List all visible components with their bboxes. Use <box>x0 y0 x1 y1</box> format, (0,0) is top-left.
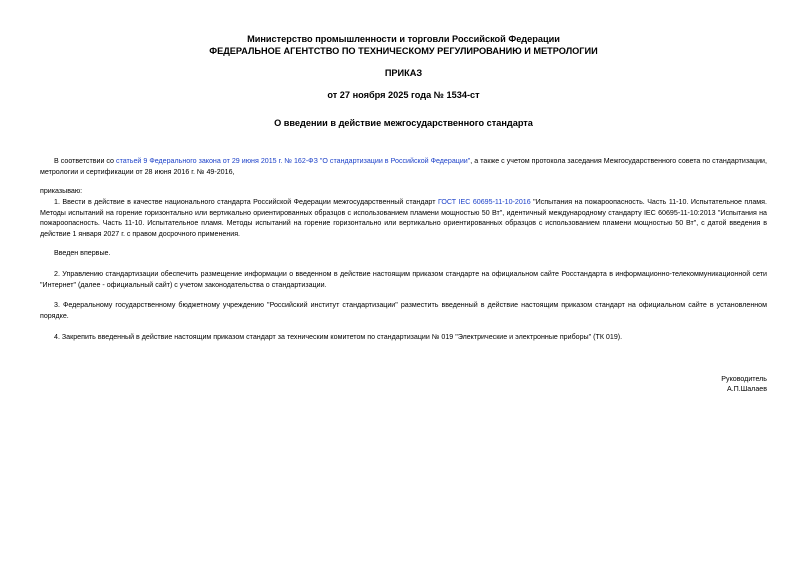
intro-paragraph <box>40 156 767 177</box>
intro-prefix: В соответствии со <box>54 157 117 165</box>
ministry-name: Министерство промышленности и торговли Российской Федерации <box>247 34 560 44</box>
order-word: приказываю: <box>40 187 83 195</box>
order-subject: О введении в действие межгосударственного стандарта <box>274 118 533 128</box>
introduced-first-note: Введен впервые. <box>54 249 111 257</box>
signature-name: А.П.Шалаев <box>726 385 767 393</box>
document-type: ПРИКАЗ <box>384 68 423 78</box>
law-link[interactable]: статьей 9 Федерального закона от 29 июня 2015 г. № 162-ФЗ "О стандартизации в Российской Федерации" <box>116 157 471 165</box>
signature-title: Руководитель <box>721 375 767 383</box>
standard-link[interactable]: ГОСТ IEC 60695-11-10-2016 <box>437 198 531 206</box>
intro-suffix: , а также с учетом протокола заседания Межгосударственного совета по стандартизации, метрологии и сертификации от 28 июня 2016 г. № 49-2016, <box>40 157 767 176</box>
item-1-prefix: 1. Ввести в действие в качестве национального стандарта Российской Федерации межгосударственный стандарт <box>54 198 438 206</box>
order-date-number: от 27 ноября 2025 года № 1534-ст <box>327 90 480 100</box>
item-1-paragraph <box>40 197 767 239</box>
item-1-suffix: "Испытания на пожароопасность. Часть 11-10. Испытательное пламя. Методы испытаний на горение горизонтально или вертикально ориентированных образцов с использованием пламени мощностью 50 Вт", идентичный международному стандарту IEC 60695-11-10:2013 "Испытания на пожароопасность. Часть 11-10. Испытательное пламя. Методы испытаний на горение горизонтально или вертикально ориентированных образцов с использованием пламени мощностью 50 Вт", с датой введения в действие 1 января 2027 г. с правом досрочного применения. <box>40 198 767 238</box>
item-2-paragraph: 2. Управлению стандартизации обеспечить размещение информации о введенном в действие настоящим приказом стандарте на официальном сайте Росстандарта в информационно-телекоммуникационной сети "Интернет" (далее - официальный сайт) с учетом законодательства о стандартизации. <box>40 270 767 289</box>
item-3-paragraph: 3. Федеральному государственному бюджетному учреждению "Российский институт стандартизации" разместить введенный в действие настоящим приказом стандарт на официальном сайте в установленном порядке. <box>40 301 767 320</box>
item-4-paragraph: 4. Закрепить введенный в действие настоящим приказом стандарт за техническим комитетом по стандартизации № 019 "Электрические и электронные приборы" (ТК 019). <box>54 333 623 341</box>
agency-name: ФЕДЕРАЛЬНОЕ АГЕНТСТВО ПО ТЕХНИЧЕСКОМУ РЕГУЛИРОВАНИЮ И МЕТРОЛОГИИ <box>209 46 598 56</box>
